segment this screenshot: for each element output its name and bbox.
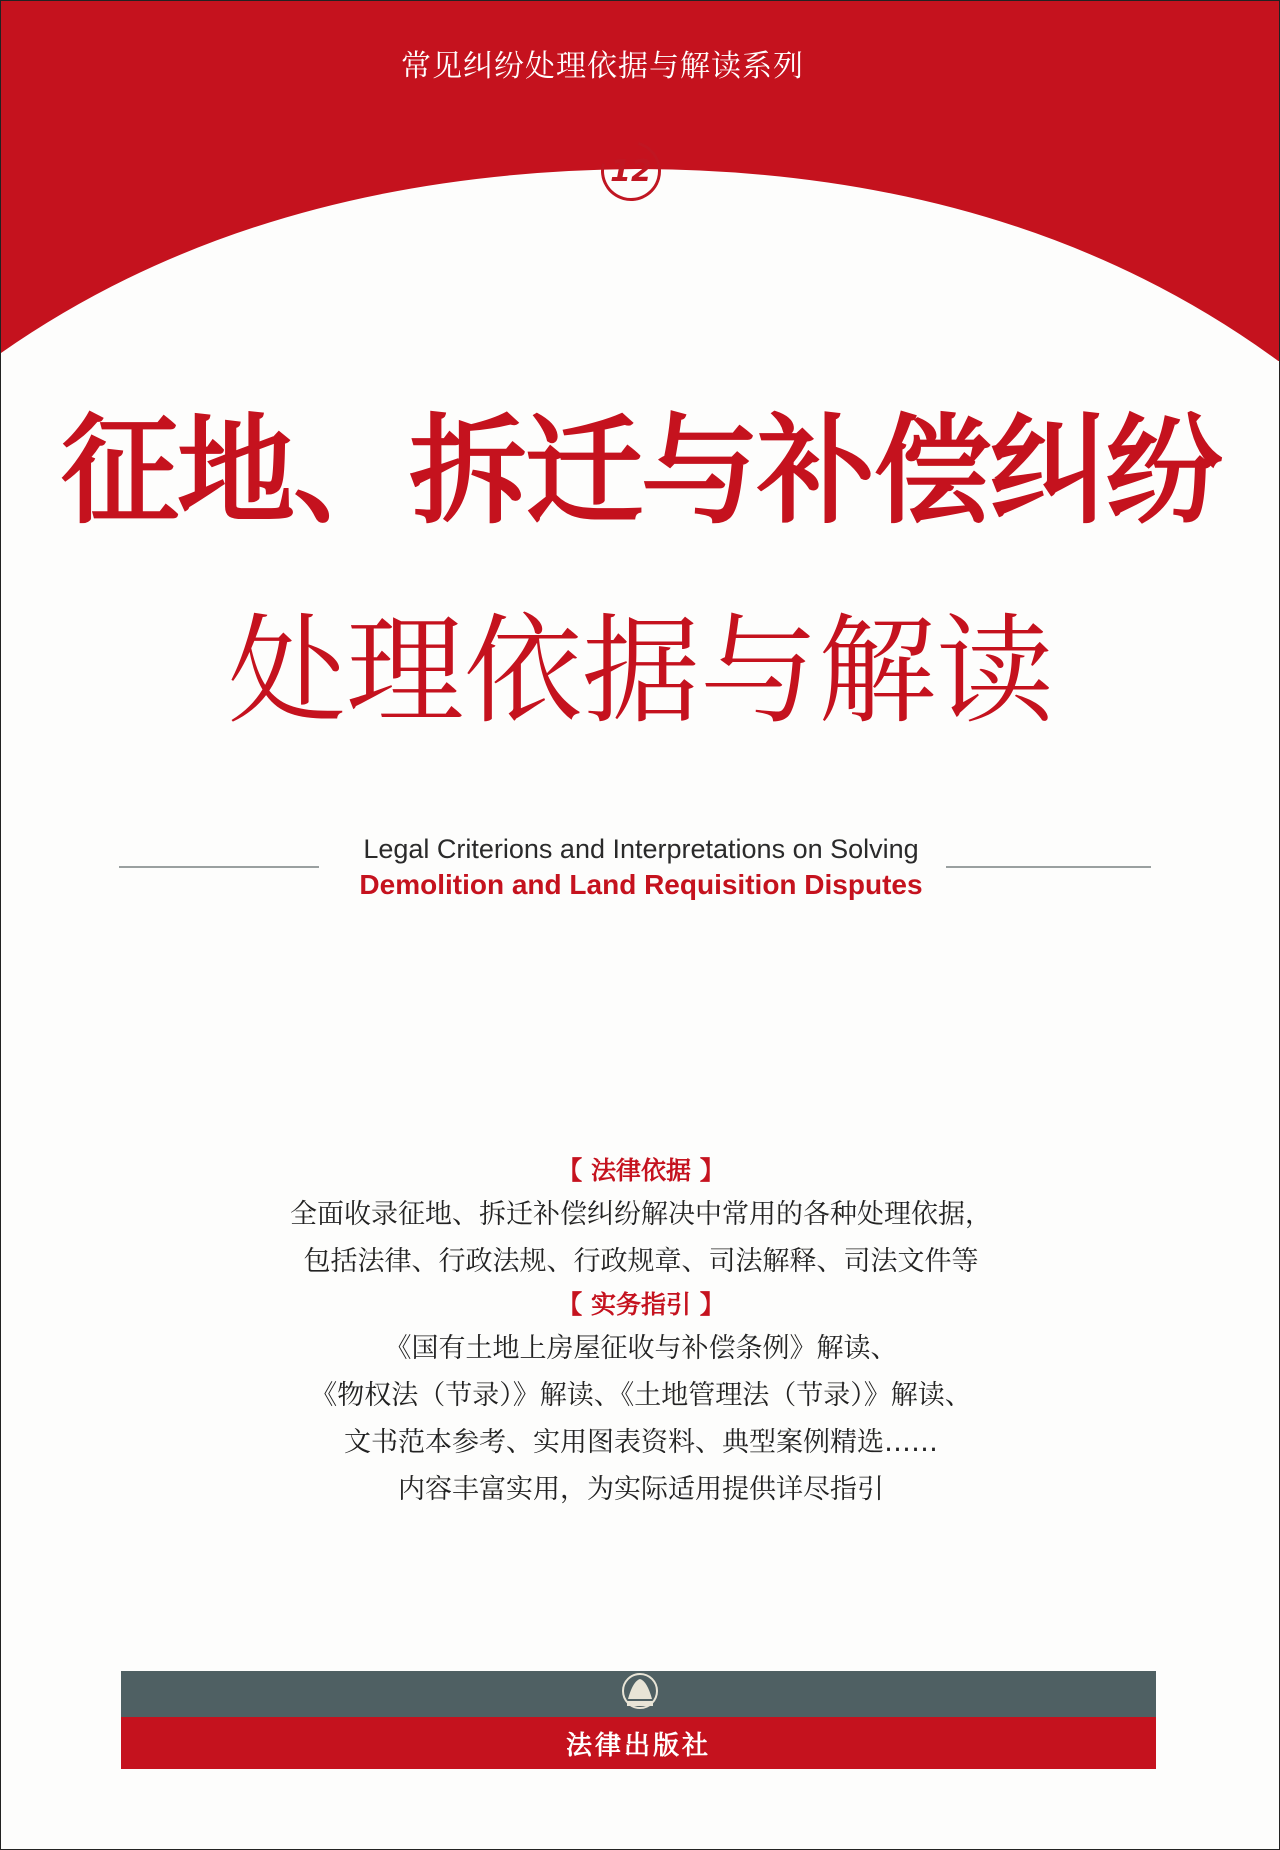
legal-basis-heading: 【 法律依据 】 — [557, 1156, 725, 1185]
practice-guide-heading: 【 实务指引 】 — [557, 1290, 725, 1319]
volume-badge — [601, 141, 661, 201]
practice-guide-line: 《物权法（节录）》解读、《土地管理法（节录）》解读、 — [310, 1380, 972, 1411]
english-subtitle-line1: Legal Criterions and Interpretations on Solving — [363, 834, 919, 864]
series-title: 常见纠纷处理依据与解读系列 — [401, 49, 804, 84]
divider-rule-left — [119, 866, 319, 868]
footer-red-band — [121, 1717, 1156, 1769]
divider-rule-right — [946, 866, 1151, 868]
english-subtitle-line2: Demolition and Land Requisition Disputes — [359, 869, 923, 900]
publisher-emblem-icon — [615, 1669, 665, 1715]
publisher-name: 法律出版社 — [565, 1730, 711, 1761]
practice-guide-line: 内容丰富实用，为实际适用提供详尽指引 — [398, 1474, 884, 1505]
practice-guide-line: 《国有土地上房屋征收与补偿条例》解读、 — [384, 1333, 898, 1364]
book-title-sub: 处理依据与解读 — [227, 602, 1054, 740]
legal-basis-line: 全面收录征地、拆迁补偿纠纷解决中常用的各种处理依据， — [290, 1199, 992, 1230]
book-title-main: 征地、拆迁与补偿纠纷 — [60, 402, 1221, 540]
cover-blurb — [1, 1151, 1280, 1513]
volume-number: 12 — [610, 153, 652, 189]
practice-guide-line: 文书范本参考、实用图表资料、典型案例精选…… — [344, 1427, 938, 1458]
legal-basis-line: 包括法律、行政法规、行政规章、司法解释、司法文件等 — [303, 1246, 979, 1277]
